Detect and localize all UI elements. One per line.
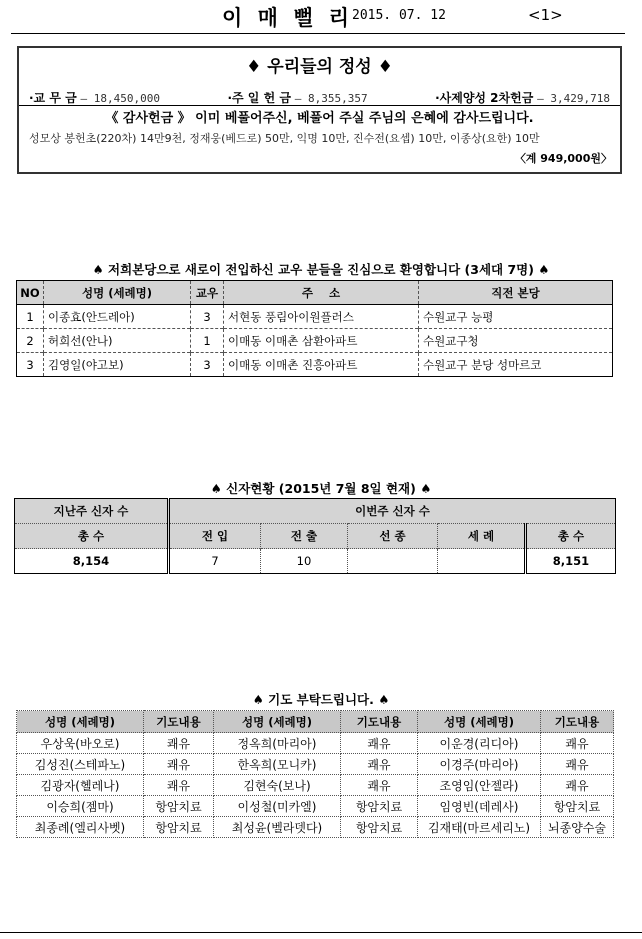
table-row: 최종례(엘리사벳) 항암치료 최성윤(벨라뎃다) 항암치료 김재태(마르세리노) 뇌종양수술 (17, 817, 614, 838)
offering-item: ·사제양성 2차헌금 – 3,429,718 (435, 91, 610, 105)
col-header: 주 소 (224, 281, 419, 305)
offering-total: 〈계 949,000원〉 (514, 152, 612, 165)
newcomers-title: ♠ 저희본당으로 새로이 전입하신 교우 분들을 진심으로 환영합니다 (3세대 7명) ♠ (92, 262, 550, 277)
donor-list: 성모상 봉헌초(220차) 14만9천, 정재웅(베드로) 50만, 익명 10만, 진수전(요셉) 10만, 이종상(요한) 10만 (29, 132, 540, 145)
last-week-header: 지난주 신자 수 (15, 499, 169, 524)
divider (19, 105, 620, 106)
table-row: 1 이종효(안드레아) 3 서현동 풍림아이원플러스 수원교구 능평 (17, 305, 613, 329)
col-header: 성명 (세례명) (44, 281, 191, 305)
page-number: <1> (528, 6, 563, 24)
table-row: 이승희(젬마) 항암치료 이성철(미카엘) 항암치료 임영빈(데레사) 항암치료 (17, 796, 614, 817)
bulletin-title: 이 매 뻘 리 (222, 6, 354, 30)
table-row: 2 허희선(안나) 1 이매동 이매촌 삼환아파트 수원교구청 (17, 329, 613, 353)
header-divider (11, 33, 625, 34)
table-row: 우상욱(바오로) 쾌유 정옥희(마리아) 쾌유 이운경(리디아) 쾌유 (17, 733, 614, 754)
newcomers-table (16, 280, 613, 377)
offering-item: ·교 무 금 – 18,450,000 (29, 91, 161, 105)
col-header: NO (17, 281, 44, 305)
believers-title: ♠ 신자현황 (2015년 7월 8일 현재) ♠ (210, 481, 432, 496)
offering-box (17, 46, 622, 174)
col-header: 교우 (191, 281, 224, 305)
table-row: 8,154 7 10 8,151 (15, 549, 616, 574)
offering-item: ·주 일 헌 금 – 8,355,357 (227, 91, 368, 105)
table-row: 3 김영일(야고보) 3 이매동 이매촌 진흥아파트 수원교구 분당 성마르코 (17, 353, 613, 377)
believers-table: 지난주 신자 수 이번주 신자 수 총 수 전 입 전 출 선 종 세 례 총 수 8,154 7 10 8,151 (14, 498, 616, 574)
footer-divider (0, 932, 642, 933)
this-week-header: 이번주 신자 수 (169, 499, 616, 524)
prayer-title: ♠ 기도 부탁드립니다. ♠ (252, 692, 390, 707)
bulletin-date: 2015. 07. 12 (352, 8, 446, 23)
table-row: 김성진(스테파노) 쾌유 한옥희(모니카) 쾌유 이경주(마리아) 쾌유 (17, 754, 614, 775)
thanks-title: 《 감사헌금 》 이미 베풀어주신, 베풀어 주실 주님의 은혜에 감사드립니다. (105, 111, 534, 126)
col-header: 직전 본당 (419, 281, 613, 305)
prayer-table: 성명 (세례명) 기도내용 성명 (세례명) 기도내용 성명 (세례명) 기도내용 우상욱(바오로) 쾌유 정옥희(마리아) 쾌유 이운경(리디아) 쾌유 김성진(스테파노) 쾌유 한옥희(모니카) 쾌유 이경주(마리아) 쾌유 김광자(헬레나) 쾌유 김현숙(보나) 쾌유 조영임(안젤라) 쾌유 이승희(젬마) 항암치료 이성철(미카엘) 항암치료 임영빈(데레사) 항암치료 최종례(엘리사벳) 항암치료 최성윤(벨라뎃다) 항암치료 김재태(마르세리노) 뇌종양수술 (16, 710, 614, 838)
table-row: 김광자(헬레나) 쾌유 김현숙(보나) 쾌유 조영임(안젤라) 쾌유 (17, 775, 614, 796)
offering-title: ♦ 우리들의 정성 ♦ (246, 57, 393, 77)
